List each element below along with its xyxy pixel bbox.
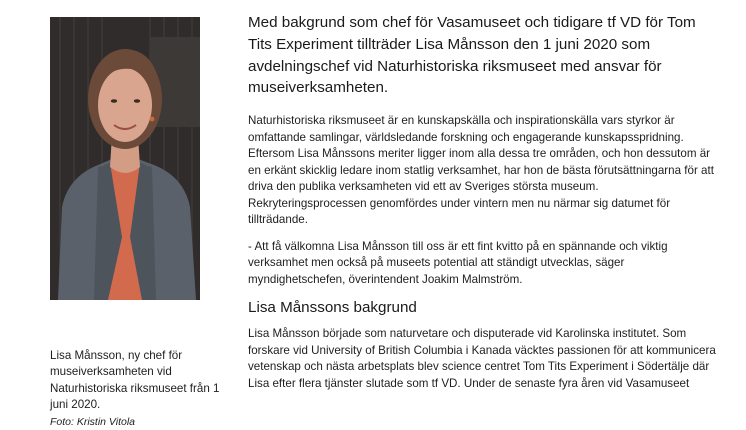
lead-paragraph: Med bakgrund som chef för Vasamuseet och tidigare tf VD för Tom Tits Experiment tillträder Lisa Månsson den 1 juni 2020 som avdelningschef vid Naturhistoriska riksmuseet med ansvar för museiverksamheten. (248, 14, 696, 97)
quote-paragraph: - Att få välkomna Lisa Månsson till oss är ett fint kvitto på en spännande och viktig verksamhet men också på museets potential att ständigt utvecklas, säger myndighetschefen, överintendent Joakim Malmström. (248, 239, 668, 286)
caption-text: Lisa Månsson, ny chef för museiverksamheten vid Naturhistoriska riksmuseet från 1 juni 2020. (50, 349, 220, 412)
portrait-illustration (50, 17, 200, 300)
section-heading: Lisa Månssons bakgrund (248, 299, 417, 317)
article-body (248, 12, 718, 392)
portrait-photo (50, 17, 200, 300)
caption-credit: Foto: Kristin Vitola (50, 415, 136, 428)
section-paragraph: Lisa Månsson började som naturvetare och disputerade vid Karolinska institutet. Som forskare vid University of British Columbia i Kanada väcktes passionen för att kommunicera vetenskap och nästa arbetsplats blev science centret Tom Tits Experiment i Södertälje där Lisa efter flera tjänster slutade som tf VD. Under de senaste fyra åren vid Vasamuseet (248, 327, 716, 390)
body-paragraph: Naturhistoriska riksmuseet är en kunskapskälla och inspirationskälla vars styrkor är omfattande samlingar, världsledande forskning och engagerande kunskapsspridning. Eftersom Lisa Månssons meriter ligger inom alla dessa tre områden, och hon dessutom är en erkänt skicklig ledare inom statlig verksamhet, har hon de bästa förutsättningarna för att driva den publika verksamheten vid ett av Sveriges största museum. Rekryteringsprocessen genomfördes under vintern men nu närmar sig datumet för tillträdande. (248, 114, 714, 227)
photo-caption (50, 348, 220, 430)
